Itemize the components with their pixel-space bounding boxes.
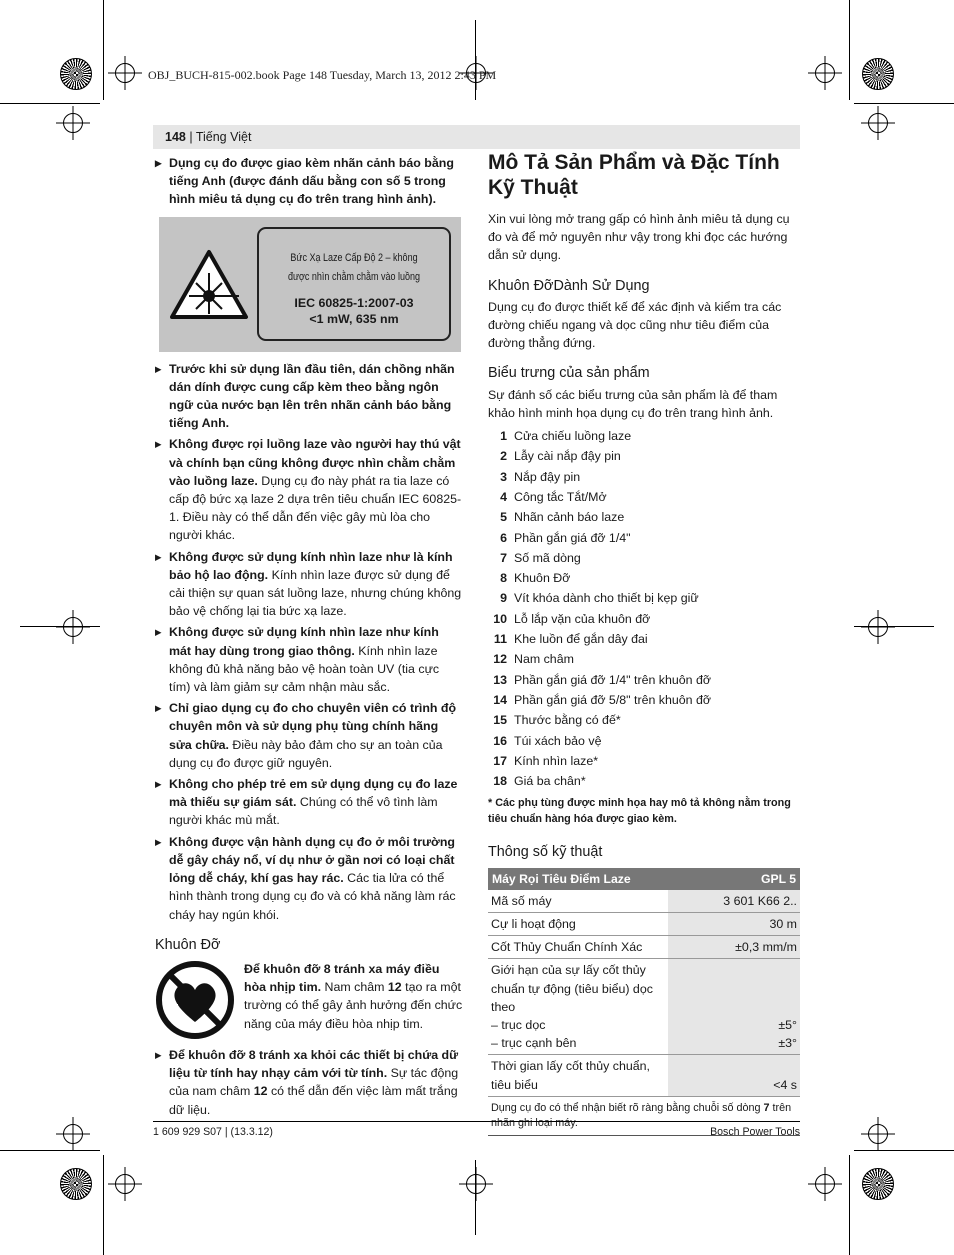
bullet-item: [155, 623, 463, 696]
bullet-item: [155, 699, 463, 772]
list-item: 12 Nam châm: [493, 652, 574, 667]
list-item: 4 Công tắc Tắt/Mở: [500, 489, 607, 504]
bullet-warning-label: ▶ Dụng cụ đo được giao kèm nhãn cảnh báo bằng tiếng Anh (được đánh dấu bằng con số 5 trong hình miêu tả dụng cụ đo trên trang hình ảnh).: [155, 154, 463, 209]
footer-rule: [153, 1121, 800, 1122]
header-language: Tiếng Việt: [195, 130, 252, 144]
range-h-value: ±3°: [778, 1036, 797, 1051]
bullet-item: [155, 833, 463, 924]
bullet-text: có thể dẫn đến việc làm mất trắng dữ liệu.: [169, 1084, 458, 1117]
pacemaker-text-a: Nam châm: [321, 980, 388, 995]
section-title: Mô Tả Sản Phẩm và Đặc Tính Kỹ Thuật: [488, 151, 780, 199]
bullet-bold: Không được sử dụng kính nhìn laze như là kính bảo hộ lao động.: [169, 549, 453, 582]
footer-doc-number: 1 609 929 S07 | (13.3.12): [153, 1126, 273, 1138]
laser-hazard-icon: [169, 249, 249, 321]
intro-text: Xin vui lòng mở trang gấp có hình ảnh miêu tả dụng cụ đo và để mở nguyên như vậy trong khi đọc các hướng dẫn sử dụng.: [488, 212, 790, 263]
footer-brand: Bosch Power Tools: [710, 1126, 800, 1138]
bullet-text: Chúng có thể vô tình làm người khác mù mắt.: [169, 795, 438, 828]
bullet-text: Kính nhìn laze được sử dụng để cải thiện sự quan sát luồng laze, nhưng chúng không bảo vệ chống lại tia bức xạ laze.: [169, 567, 462, 619]
pacemaker-text-b: tạo ra một trường có thể gây ảnh hưởng đến chức năng của máy điều hòa nhịp tim.: [244, 980, 463, 1031]
bullet-bold: Không cho phép trẻ em sử dụng dụng cụ đo laze mà thiếu sự giám sát.: [169, 777, 458, 810]
table-note-b: trên nhãn ghi loại máy.: [491, 1101, 792, 1129]
intended-use-text: Dụng cụ đo được thiết kế để xác định và kiểm tra các đường chiếu ngang và dọc cũng như tiêu điểm của đường thẳng đứng.: [488, 299, 782, 351]
range-v-value: ±5°: [778, 1018, 797, 1032]
bullet-bold: Để khuôn đỡ 8 tránh xa khỏi các thiết bị chứa dữ liệu từ tính hay nhạy cảm với từ tính.: [169, 1047, 459, 1081]
right-column: [488, 150, 801, 1136]
list-item: 8 Khuôn Đỡ: [500, 571, 571, 586]
bullet-num: 12: [253, 1084, 268, 1099]
list-item: 17 Kính nhìn laze*: [493, 753, 599, 768]
list-item: 14 Phần gắn giá đỡ 5/8" trên khuôn đỡ: [493, 692, 712, 707]
bullet-item: [155, 435, 463, 544]
table-row: Cự li hoạt động 30 m: [488, 912, 800, 935]
bullet-bold: Chỉ giao dụng cụ đo cho chuyên viên có trình độ chuyên môn và sử dụng phụ tùng chính hãng sửa chữa.: [169, 701, 457, 752]
bullet-text: Kính nhìn laze không đủ khả năng bảo vệ hoàn toàn UV (tia cực tím) và làm giảm sự cảm nhận màu sắc.: [169, 643, 440, 695]
specs-table: [488, 868, 800, 1136]
no-pacemaker-icon: [155, 960, 235, 1040]
range-v-label: – trục dọc: [491, 1018, 546, 1032]
list-item: 1 Cửa chiếu luồng laze: [500, 429, 632, 444]
pacemaker-text: [244, 960, 463, 1040]
table-row: Cốt Thủy Chuẩn Chính Xác ±0,3 mm/m: [488, 936, 800, 959]
label-line-3: IEC 60825-1:2007-03: [294, 295, 414, 310]
table-note-a: Dụng cụ đo có thể nhận biết rõ ràng bằng chuỗi số dòng: [491, 1101, 764, 1114]
range-label: Giới hạn của sự lấy cốt thủy chuẩn tự động (tiêu biểu) dọc theo: [491, 963, 653, 1014]
list-item: 9 Vít khóa dành cho thiết bị kẹp giữ: [500, 591, 699, 606]
header-separator: |: [185, 130, 196, 144]
heading-specs: Thông số kỹ thuật: [488, 844, 603, 861]
page-header: [165, 130, 251, 144]
bullet-bold: Trước khi sử dụng lần đầu tiên, dán chồng nhãn dán dính được cung cấp kèm theo bằng ngôn ngữ của nước bạn lên trên nhãn cảnh báo bằng tiếng Anh.: [169, 361, 455, 431]
list-item: 15 Thước bằng có đế*: [493, 713, 621, 728]
pacemaker-bold: Để khuôn đỡ 8 tránh xa máy điều hòa nhịp tim.: [244, 961, 440, 995]
laser-warning-label: [159, 217, 461, 352]
pacemaker-warning: [155, 960, 463, 1040]
heading-product-features: Biểu trưng của sản phẩm: [488, 365, 650, 382]
features-text: Sự đánh số các biểu trưng của sản phẩm là để tham khảo hình minh họa dụng cụ đo trên trang hình ảnh.: [488, 387, 778, 420]
table-row: [488, 959, 800, 1055]
list-item: 7 Số mã dòng: [500, 550, 581, 565]
parts-list: [488, 426, 801, 791]
list-item: 16 Túi xách bảo vệ: [493, 733, 602, 748]
list-item: 3 Nắp đậy pin: [500, 469, 581, 484]
list-item: 10 Lỗ lắp vặn của khuôn đỡ: [493, 611, 651, 626]
table-row: Thời gian lấy cốt thủy chuẩn, tiêu biểu <4 s: [488, 1055, 800, 1096]
left-column: [155, 154, 463, 1122]
table-row: Mã số máy 3 601 K66 2..: [488, 890, 800, 913]
range-h-label: – trục cạnh bên: [491, 1036, 577, 1051]
label-line-4: <1 mW, 635 nm: [309, 311, 399, 326]
bullet-bold: Không được vận hành dụng cụ đo ở môi trường dễ gây cháy nổ, ví dụ như ở gần nơi có loại chất lỏng dễ cháy, khí gas hay rác.: [169, 834, 455, 886]
list-item: 18 Giá ba chân*: [493, 774, 586, 789]
list-item: 2 Lẫy cài nắp đậy pin: [500, 449, 621, 464]
bullet-bold: Không được sử dụng kính nhìn laze như kính mát hay dùng trong giao thông.: [169, 625, 439, 658]
specs-header-row: [488, 868, 800, 890]
list-item: 6 Phần gắn giá đỡ 1/4": [500, 530, 631, 545]
label-line-1: Bức Xạ Laze Cấp Độ 2 – không: [290, 251, 418, 264]
bullet-text: Điều này bảo đảm cho sự an toàn của dụng cụ đo được giữ nguyên.: [169, 737, 443, 770]
section-heading-khuon-do: Khuôn Đỡ: [155, 936, 221, 953]
bullet-item: [155, 360, 463, 433]
bullet-text: Sự tác động của nam châm: [169, 1066, 459, 1099]
list-item: 13 Phần gắn giá đỡ 1/4" trên khuôn đỡ: [493, 672, 712, 687]
bullet-text: Các tia lửa có thể hình thành trong dụng cụ đo và có khả năng làm rác cháy hay ngún khói.: [169, 871, 456, 922]
warning-label-frame: [257, 227, 451, 341]
print-stamp: OBJ_BUCH-815-002.book Page 148 Tuesday, March 13, 2012 2:43 PM: [148, 68, 497, 82]
list-item: 11 Khe luồn để gắn dây đai: [493, 632, 648, 647]
bullet-text: Dụng cụ đo này phát ra tia laze có cấp độ bức xạ laze 2 dựa trên tiêu chuẩn IEC 60825-1. Điều này có thể dẫn đến việc gây mù lòa cho người khác.: [169, 473, 462, 543]
label-line-2: được nhìn chằm chằm vào luồng: [287, 270, 421, 283]
pacemaker-num: 12: [387, 980, 402, 995]
bullet-bold: Không được rọi luồng laze vào người hay thú vật và chính bạn cũng không được nhìn chằm chằm vào luồng laze.: [169, 437, 461, 488]
parts-footnote: * Các phụ tùng được minh họa hay mô tả không nằm trong tiêu chuẩn hàng hóa được giao kèm.: [488, 797, 791, 826]
bullet-item: [155, 775, 463, 830]
bullet-magnetic-data: [155, 1046, 463, 1119]
page-number: 148: [165, 130, 186, 144]
bullet-item: [155, 548, 463, 621]
heading-intended-use: Khuôn ĐỡDành Sử Dụng: [488, 277, 650, 294]
table-note-num: 7: [763, 1101, 770, 1114]
list-item: 5 Nhãn cảnh báo laze: [500, 510, 625, 525]
specs-header-label: Máy Rọi Tiêu Điểm Laze: [488, 868, 668, 890]
specs-header-model: GPL 5: [668, 868, 800, 890]
